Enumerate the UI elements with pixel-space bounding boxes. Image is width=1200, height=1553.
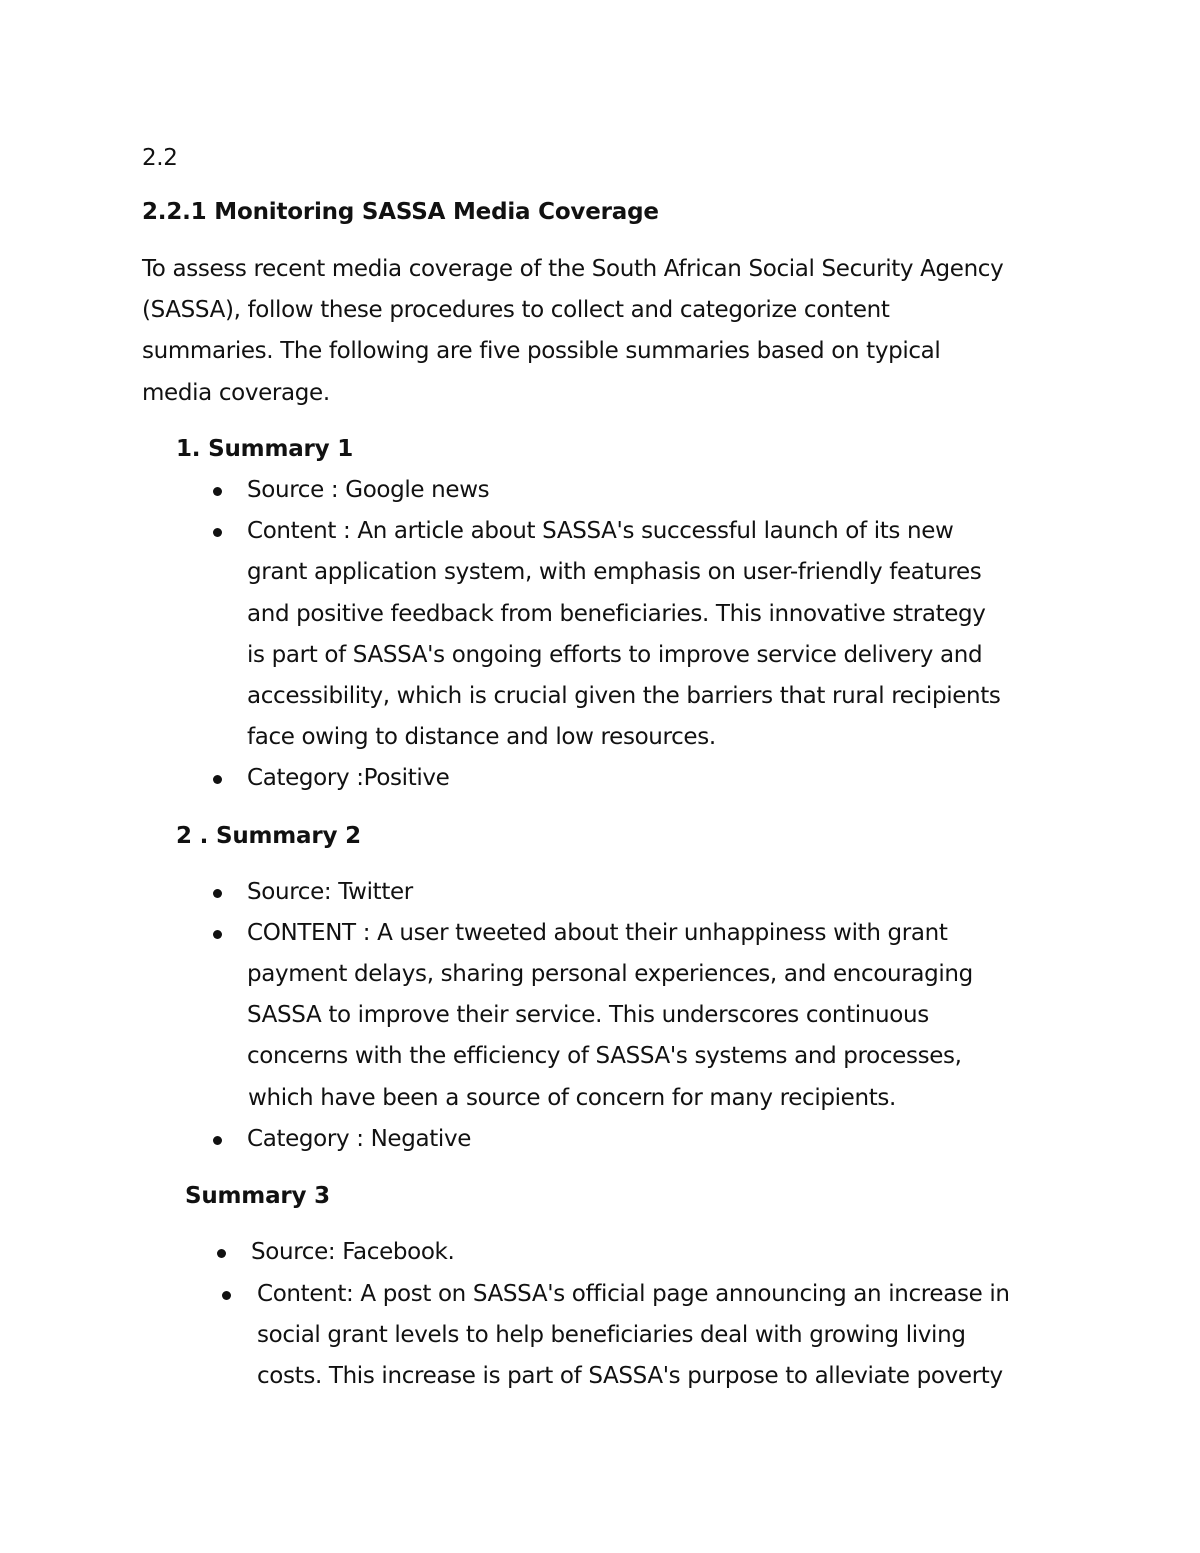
section-number: 2.2 xyxy=(142,145,178,171)
summary-title: 2 . Summary 2 xyxy=(176,823,361,849)
summary-title: Summary 3 xyxy=(185,1183,330,1209)
summary-content-line: face owing to distance and low resources. xyxy=(247,724,716,750)
summary-content-line: Content : An article about SASSA's successful launch of its new xyxy=(247,518,954,544)
intro-line: To assess recent media coverage of the South African Social Security Agency xyxy=(142,256,1004,282)
summary-title: 1. Summary 1 xyxy=(176,436,354,462)
intro-line: (SASSA), follow these procedures to collect and categorize content xyxy=(142,297,890,323)
intro-line: media coverage. xyxy=(142,380,330,406)
summary-source: Source : Google news xyxy=(247,477,490,503)
summary-content-line: costs. This increase is part of SASSA's purpose to alleviate poverty xyxy=(257,1363,1003,1389)
bullet-icon xyxy=(213,775,222,784)
summary-content-line: which have been a source of concern for many recipients. xyxy=(248,1085,896,1111)
bullet-icon xyxy=(222,1291,231,1300)
summary-content-line: grant application system, with emphasis on user-friendly features xyxy=(247,559,982,585)
intro-line: summaries. The following are five possible summaries based on typical xyxy=(142,338,941,364)
summary-content-line: SASSA to improve their service. This underscores continuous xyxy=(247,1002,929,1028)
summary-content-line: and positive feedback from beneficiaries. This innovative strategy xyxy=(247,601,986,627)
summary-content-line: Content: A post on SASSA's official page announcing an increase in xyxy=(257,1281,1010,1307)
summary-content-line: CONTENT : A user tweeted about their unhappiness with grant xyxy=(247,920,948,946)
summary-source: Source: Twitter xyxy=(247,879,413,905)
summary-source: Source: Facebook. xyxy=(251,1239,455,1265)
summary-content-line: accessibility, which is crucial given the barriers that rural recipients xyxy=(247,683,1001,709)
bullet-icon xyxy=(213,930,222,939)
summary-content-line: payment delays, sharing personal experiences, and encouraging xyxy=(247,961,973,987)
bullet-icon xyxy=(213,528,222,537)
summary-content-line: social grant levels to help beneficiaries deal with growing living xyxy=(257,1322,966,1348)
summary-category: Category :Positive xyxy=(247,765,450,791)
bullet-icon xyxy=(213,487,222,496)
bullet-icon xyxy=(213,889,222,898)
summary-content-line: is part of SASSA's ongoing efforts to improve service delivery and xyxy=(247,642,983,668)
bullet-icon xyxy=(213,1136,222,1145)
summary-content-line: concerns with the efficiency of SASSA's systems and processes, xyxy=(247,1043,962,1069)
section-heading: 2.2.1 Monitoring SASSA Media Coverage xyxy=(142,199,659,225)
bullet-icon xyxy=(217,1249,226,1258)
summary-category: Category : Negative xyxy=(247,1126,472,1152)
